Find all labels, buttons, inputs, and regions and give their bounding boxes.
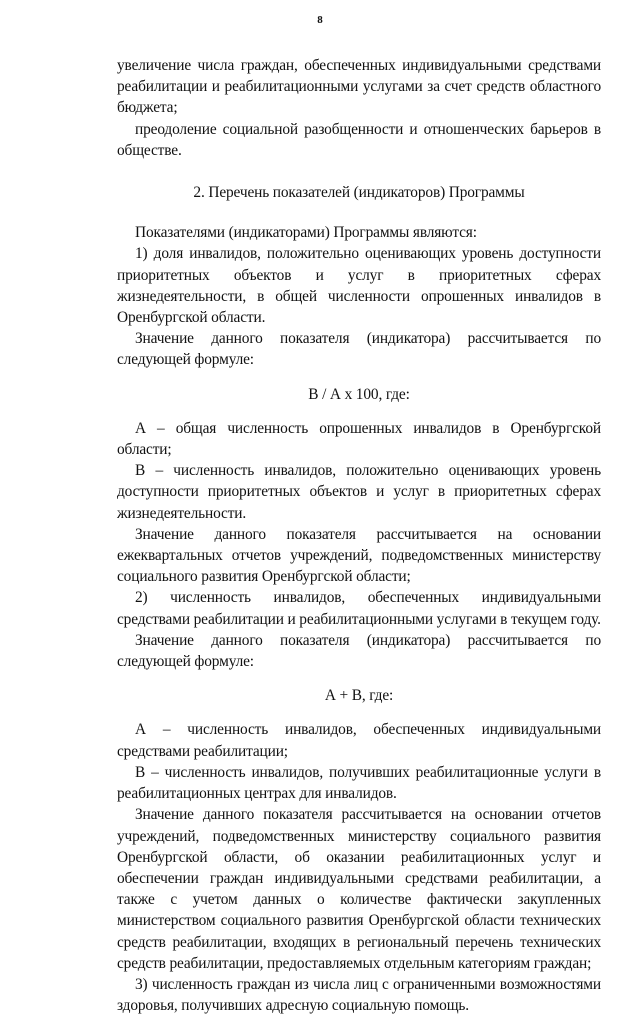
paragraph-definition-b-2: В – численность инвалидов, получивших реабилитационные услуги в реабилитационных центрах для инвалидов. — [117, 763, 601, 803]
paragraph-calculation-basis-1: Значение данного показателя рассчитывается на основании ежеквартальных отчетов учреждений, подведомственных министерству социального развития Оренбургской области; — [117, 525, 601, 586]
paragraph-goal-increase: увеличение числа граждан, обеспеченных индивидуальными средствами реабилитации и реабилитационными услугами за счет средств областного бюджета; — [117, 57, 601, 117]
formula-2: А + В, где: — [324, 687, 394, 705]
paragraph-definition-b-1: В – численность инвалидов, положительно оценивающих уровень доступности приоритетных объектов и услуг в приоритетных сферах жизнедеятельности. — [117, 462, 601, 522]
paragraph-formula-intro-2: Значение данного показателя (индикатора) рассчитывается по следующей формуле: — [117, 631, 601, 671]
paragraph-definition-a-1: А – общая численность опрошенных инвалидов в Оренбургской области; — [117, 419, 601, 459]
paragraph-calculation-basis-2: Значение данного показателя рассчитывается на основании отчетов учреждений, подведомственных министерству социального развития Оренбургской области, об оказании реабилитационных услуг и обеспечении граждан индивидуальными средствами реабилитации, а также с учетом данных о количестве фактически закупленных министерством социального развития Оренбургской области технических средств реабилитации, входящих в региональный перечень технических средств реабилитации, предоставляемых отдельным категориям граждан; — [117, 806, 601, 972]
page-number: 8 — [317, 14, 323, 26]
paragraph-goal-barriers: преодоление социальной разобщенности и отношенческих барьеров в обществе. — [117, 120, 601, 159]
paragraph-indicator-3: 3) численность граждан из числа лиц с ограниченными возможностями здоровья, получивших адресную социальную помощь. — [117, 975, 601, 1015]
paragraph-definition-a-2: А – численность инвалидов, обеспеченных индивидуальными средствами реабилитации; — [117, 721, 601, 760]
paragraph-formula-intro-1: Значение данного показателя (индикатора) рассчитывается по следующей формуле: — [117, 330, 601, 369]
paragraph-indicator-2: 2) численность инвалидов, обеспеченных индивидуальными средствами реабилитации и реабилитационными услугами в текущем году. — [117, 589, 601, 628]
document-body — [117, 55, 601, 1016]
formula-1: В / А х 100, где: — [308, 385, 410, 403]
paragraph-indicator-1: 1) доля инвалидов, положительно оценивающих уровень доступности приоритетных объектов и услуг в приоритетных сферах жизнедеятельности, в общей численности опрошенных инвалидов в Оренбургской области. — [117, 245, 601, 327]
section-heading: 2. Перечень показателей (индикаторов) Программы — [193, 184, 525, 202]
paragraph-indicators-intro: Показателями (индикаторами) Программы являются: — [135, 224, 477, 242]
